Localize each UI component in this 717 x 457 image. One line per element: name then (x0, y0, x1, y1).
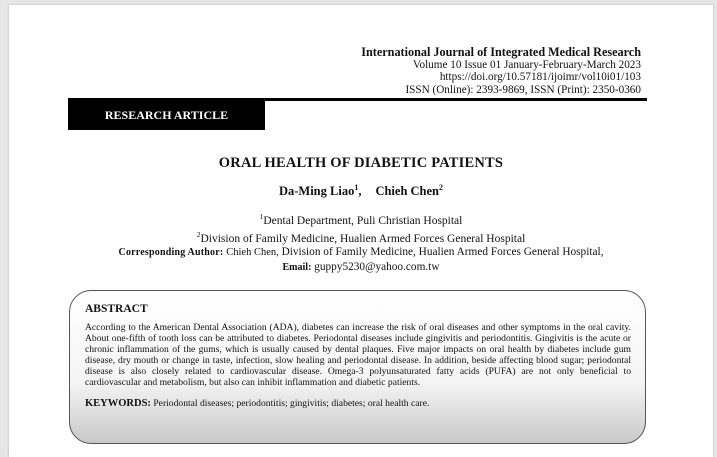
abstract-text: According to the American Dental Association (ADA), diabetes can increase the risk of oral diseases and other symptoms in the oral cavity. About one-fifth of tooth loss can be attributed to diabetes. Periodontal diseases include gingivitis and periodontitis. Gingivitis is the acute or chronic inflammation of the gums, which is usually caused by dental plaques. Five major impacts on oral health by diabetes include gum disease, dry mouth or change in taste, infection, slow healing and periodontal disease. In addition, beside affecting blood sugar; periodontal disease is also closely related to cardiovascular disease. Omega-3 polyunsaturated fatty acids (PUFA) are not only beneficial to cardiovascular and metabolism, but also can inhibit inflammation and diabetic patients. (85, 322, 631, 389)
corresponding-author (9, 245, 713, 275)
keywords-label: KEYWORDS: (85, 397, 151, 409)
journal-issn: ISSN (Online): 2393-9869, ISSN (Print): 2350-0360 (405, 83, 641, 96)
affiliation-1: $^1$Dental Department, Puli Christian Hospital (259, 212, 463, 227)
article-type-banner: RESEARCH ARTICLE (68, 101, 265, 130)
keywords-text: Periodontal diseases; periodontitis; gingivitis; diabetes; oral health care. (153, 397, 430, 409)
corresponding-label: Corresponding Author: (118, 247, 224, 258)
email-link[interactable]: guppy5230@yahoo.com.tw (314, 261, 440, 273)
journal-issue: Volume 10 Issue 01 January-February-March 2023 (412, 58, 641, 71)
abstract-box (69, 290, 646, 444)
corresponding-name: Chieh Chen, (226, 247, 279, 258)
email-label: Email: (282, 262, 312, 273)
journal-name: International Journal of Integrated Medical Research (361, 45, 641, 59)
journal-doi[interactable]: https://doi.org/10.57181/ijoimr/vol10i01/103 (439, 71, 641, 84)
abstract-heading: ABSTRACT (85, 303, 148, 315)
keywords (85, 398, 631, 409)
corresponding-affiliation: Division of Family Medicine, Hualien Armed Forces General Hospital, (281, 246, 604, 258)
paper-title: ORAL HEALTH OF DIABETIC PATIENTS (218, 155, 504, 171)
author-name: Da-Ming Liao (278, 184, 355, 199)
author-list: Da-Ming Liao$^1$, Chieh Chen$^2$ (278, 183, 444, 199)
document-page (9, 5, 713, 457)
affiliation-2: $^2$Division of Family Medicine, Hualien Armed Forces General Hospital (196, 229, 526, 245)
author-sup: 1 (354, 183, 359, 192)
author-name: Chieh Chen (375, 184, 440, 199)
author-sup: 2 (439, 183, 444, 192)
journal-header (361, 46, 641, 96)
affiliations (9, 210, 713, 246)
